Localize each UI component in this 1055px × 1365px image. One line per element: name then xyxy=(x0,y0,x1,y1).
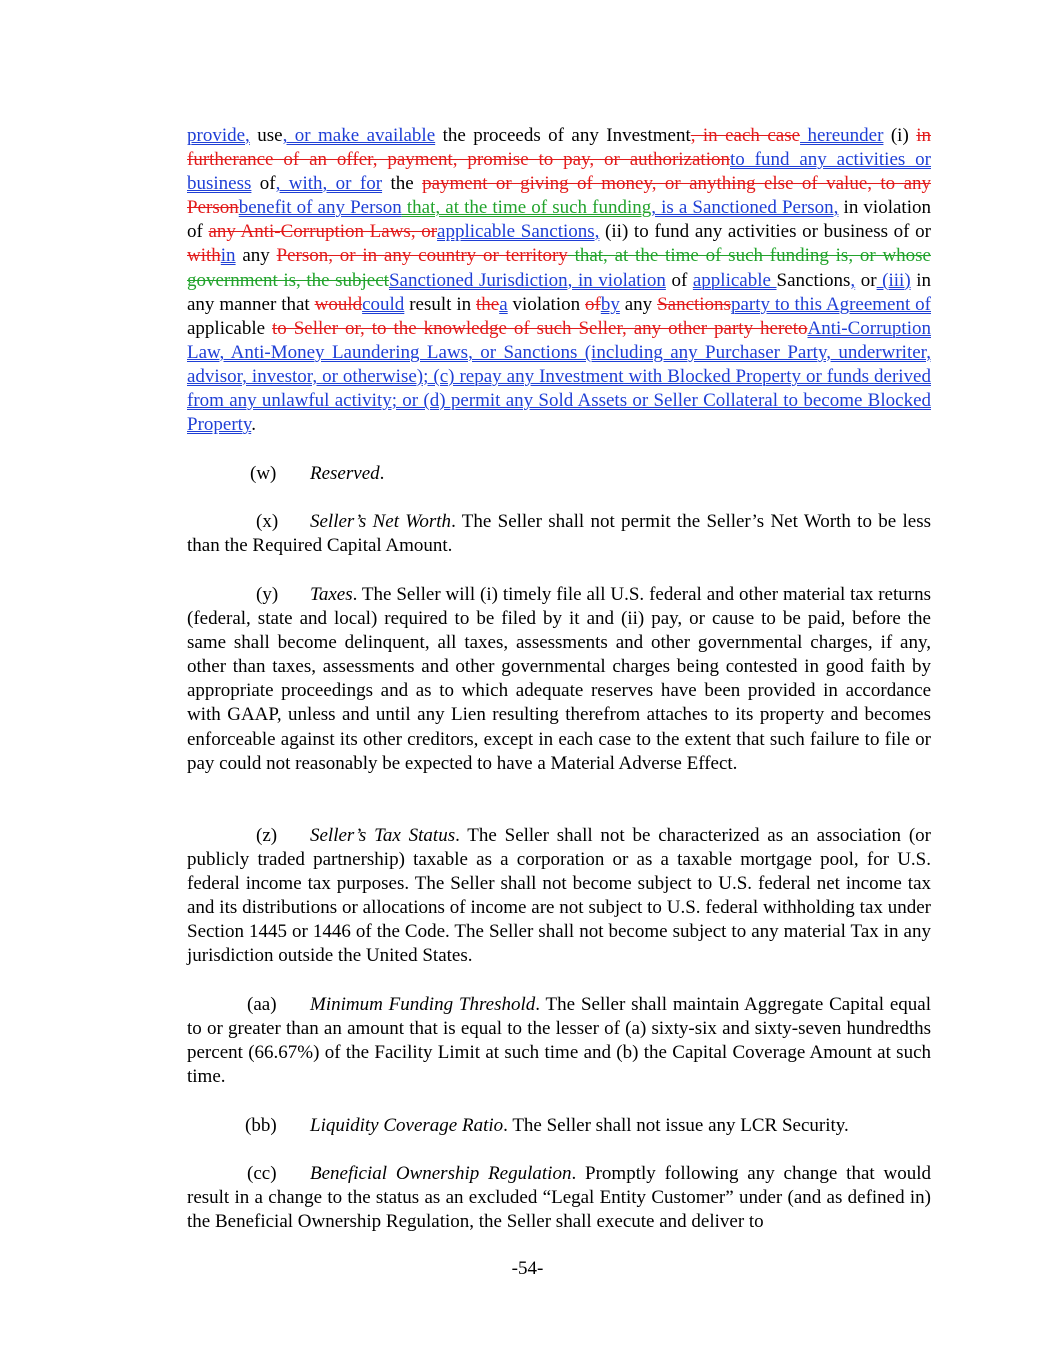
inserted-text: applicable xyxy=(692,269,777,291)
inserted-text: , is a Sanctioned Person, xyxy=(651,197,839,219)
section-z xyxy=(187,824,931,969)
deleted-text: payment or giving of money, or anything else of value, to any Person xyxy=(187,173,932,219)
inserted-text: (iii) xyxy=(876,269,911,291)
inserted-text: hereunder xyxy=(800,125,884,146)
plain-text: result in xyxy=(404,293,476,315)
section-x xyxy=(187,510,931,558)
section-heading: Minimum Funding Threshold xyxy=(310,994,536,1015)
section-aa xyxy=(187,993,931,1089)
moved-deleted-text: that, at the time of such funding is, or whose government is, the subject xyxy=(187,245,931,291)
inserted-text: by xyxy=(600,293,620,315)
inserted-text: Anti-Corruption Law, Anti-Money Laundering Laws, or Sanctions (including any Purchaser Party, underwriter, advisor, investor, or otherwise); (c) repay any Investment with Blocked Property or funds derived from any unlawful activity; or (d) permit any Sold Assets or Seller Collateral to become Blocked Property xyxy=(187,317,931,436)
section-label: (z) xyxy=(256,825,278,846)
deleted-text: in furtherance of an offer, payment, promise to pay, or authorization xyxy=(187,125,931,171)
section-heading: Taxes xyxy=(310,584,353,605)
deleted-text: with xyxy=(187,245,221,267)
inserted-text: benefit of any Person xyxy=(238,197,402,219)
section-body: . The Seller shall not permit the Seller’s Net Worth to be less than the Required Capital Amount. xyxy=(187,511,931,557)
deleted-text: Sanctions xyxy=(657,293,731,315)
deleted-text: of xyxy=(585,293,601,315)
plain-text: use xyxy=(249,125,283,146)
plain-text: . xyxy=(251,414,256,436)
section-heading: Reserved xyxy=(310,463,380,484)
deleted-text: to Seller or, to the knowledge of such Seller, any other party hereto xyxy=(272,317,808,339)
deleted-text: Person, or in any country or territory xyxy=(276,245,568,267)
plain-text: in violation of xyxy=(187,197,931,243)
inserted-text: , or make available xyxy=(282,125,436,146)
plain-text: of xyxy=(665,269,693,291)
plain-text: any xyxy=(235,245,277,267)
plain-text: in any manner that xyxy=(187,269,932,315)
section-label: (w) xyxy=(250,463,277,484)
inserted-text: to fund any activities or business xyxy=(187,149,931,195)
section-label: (bb) xyxy=(245,1115,277,1136)
section-label: (cc) xyxy=(247,1163,277,1184)
inserted-text: , with, or for xyxy=(275,173,383,195)
plain-text: Sanctions xyxy=(776,269,851,291)
deleted-text: any Anti-Corruption Laws, or xyxy=(208,221,438,243)
section-bb xyxy=(187,1114,931,1138)
section-punct: . xyxy=(379,463,385,484)
inserted-text: provide, xyxy=(187,125,250,146)
section-label: (x) xyxy=(256,511,279,532)
plain-text: of xyxy=(251,173,276,195)
inserted-text: , xyxy=(850,269,856,291)
section-cc xyxy=(187,1162,931,1234)
section-heading: Seller’s Net Worth xyxy=(310,511,452,532)
section-heading: Liquidity Coverage Ratio xyxy=(310,1115,504,1136)
inserted-text: party to this Agreement of xyxy=(730,293,931,315)
section-body: . The Seller will (i) timely file all U.S. federal and other material tax returns (federal, state and local) required to be filed by it and (ii) pay, or cause to be paid, before the same shall become delinquent, all taxes, assessments and other governmental charges, if any, other than taxes, assessments and other governmental charges being contested in good faith by appropriate proceedings and as to which adequate reserves have been provided in accordance with GAAP, unless and until any Lien resulting therefrom attaches to its property and becomes enforceable against its other creditors, except in each case to the extent that such failure to file or pay could not reasonably be expected to have a Material Adverse Effect. xyxy=(187,584,931,774)
inserted-text: Sanctioned Jurisdiction, in violation xyxy=(388,269,666,291)
section-heading: Seller’s Tax Status xyxy=(310,825,456,846)
plain-text: any xyxy=(619,293,658,315)
section-body: . The Seller shall not be characterized as an association (or publicly traded partnership) taxable as a corporation or as a taxable mortgage pool, for U.S. federal income tax purposes. The Seller shall not become subject to U.S. federal net income tax and its distributions or allocations of income are not subject to U.S. federal withholding tax under Section 1445 or 1446 of the Code. The Seller shall not become subject to any material Tax in any jurisdiction outside the United States. xyxy=(187,825,931,967)
moved-inserted-text: that, at the time of such funding xyxy=(401,197,652,219)
plain-text: (i) xyxy=(883,125,917,146)
plain-text: the xyxy=(382,173,423,195)
plain-text: violation xyxy=(507,293,585,315)
plain-text: (ii) to fund any activities or business of or xyxy=(599,221,931,243)
plain-text: applicable xyxy=(187,317,273,339)
inserted-text: applicable Sanctions, xyxy=(437,221,600,243)
deleted-text: , in each case xyxy=(690,125,801,146)
section-label: (aa) xyxy=(247,994,277,1015)
sanctions-clause-continuation xyxy=(187,124,931,437)
section-label: (y) xyxy=(256,584,279,605)
section-w xyxy=(187,462,931,486)
plain-text: or xyxy=(855,269,877,291)
section-body: . Promptly following any change that would result in a change to the status as an excluded “Legal Entity Customer” under (and as defined in) the Beneficial Ownership Regulation, the Seller shall execute and deliver to xyxy=(187,1163,931,1233)
inserted-text: could xyxy=(362,293,405,315)
section-body: . The Seller shall maintain Aggregate Capital equal to or greater than an amount that is equal to the lesser of (a) sixty-six and sixty-seven hundredths percent (66.67%) of the Facility Limit at such time and (b) the Capital Coverage Amount at such time. xyxy=(187,994,932,1088)
plain-text: the proceeds of any Investment xyxy=(435,125,691,146)
section-heading: Beneficial Ownership Regulation xyxy=(310,1163,572,1184)
section-y xyxy=(187,583,931,776)
page-number: -54- xyxy=(511,1258,544,1279)
section-body: . The Seller shall not issue any LCR Security. xyxy=(503,1115,849,1136)
deleted-text: would xyxy=(314,293,363,315)
deleted-text: the xyxy=(476,293,500,315)
inserted-text: a xyxy=(499,293,508,315)
inserted-text: in xyxy=(220,245,236,267)
